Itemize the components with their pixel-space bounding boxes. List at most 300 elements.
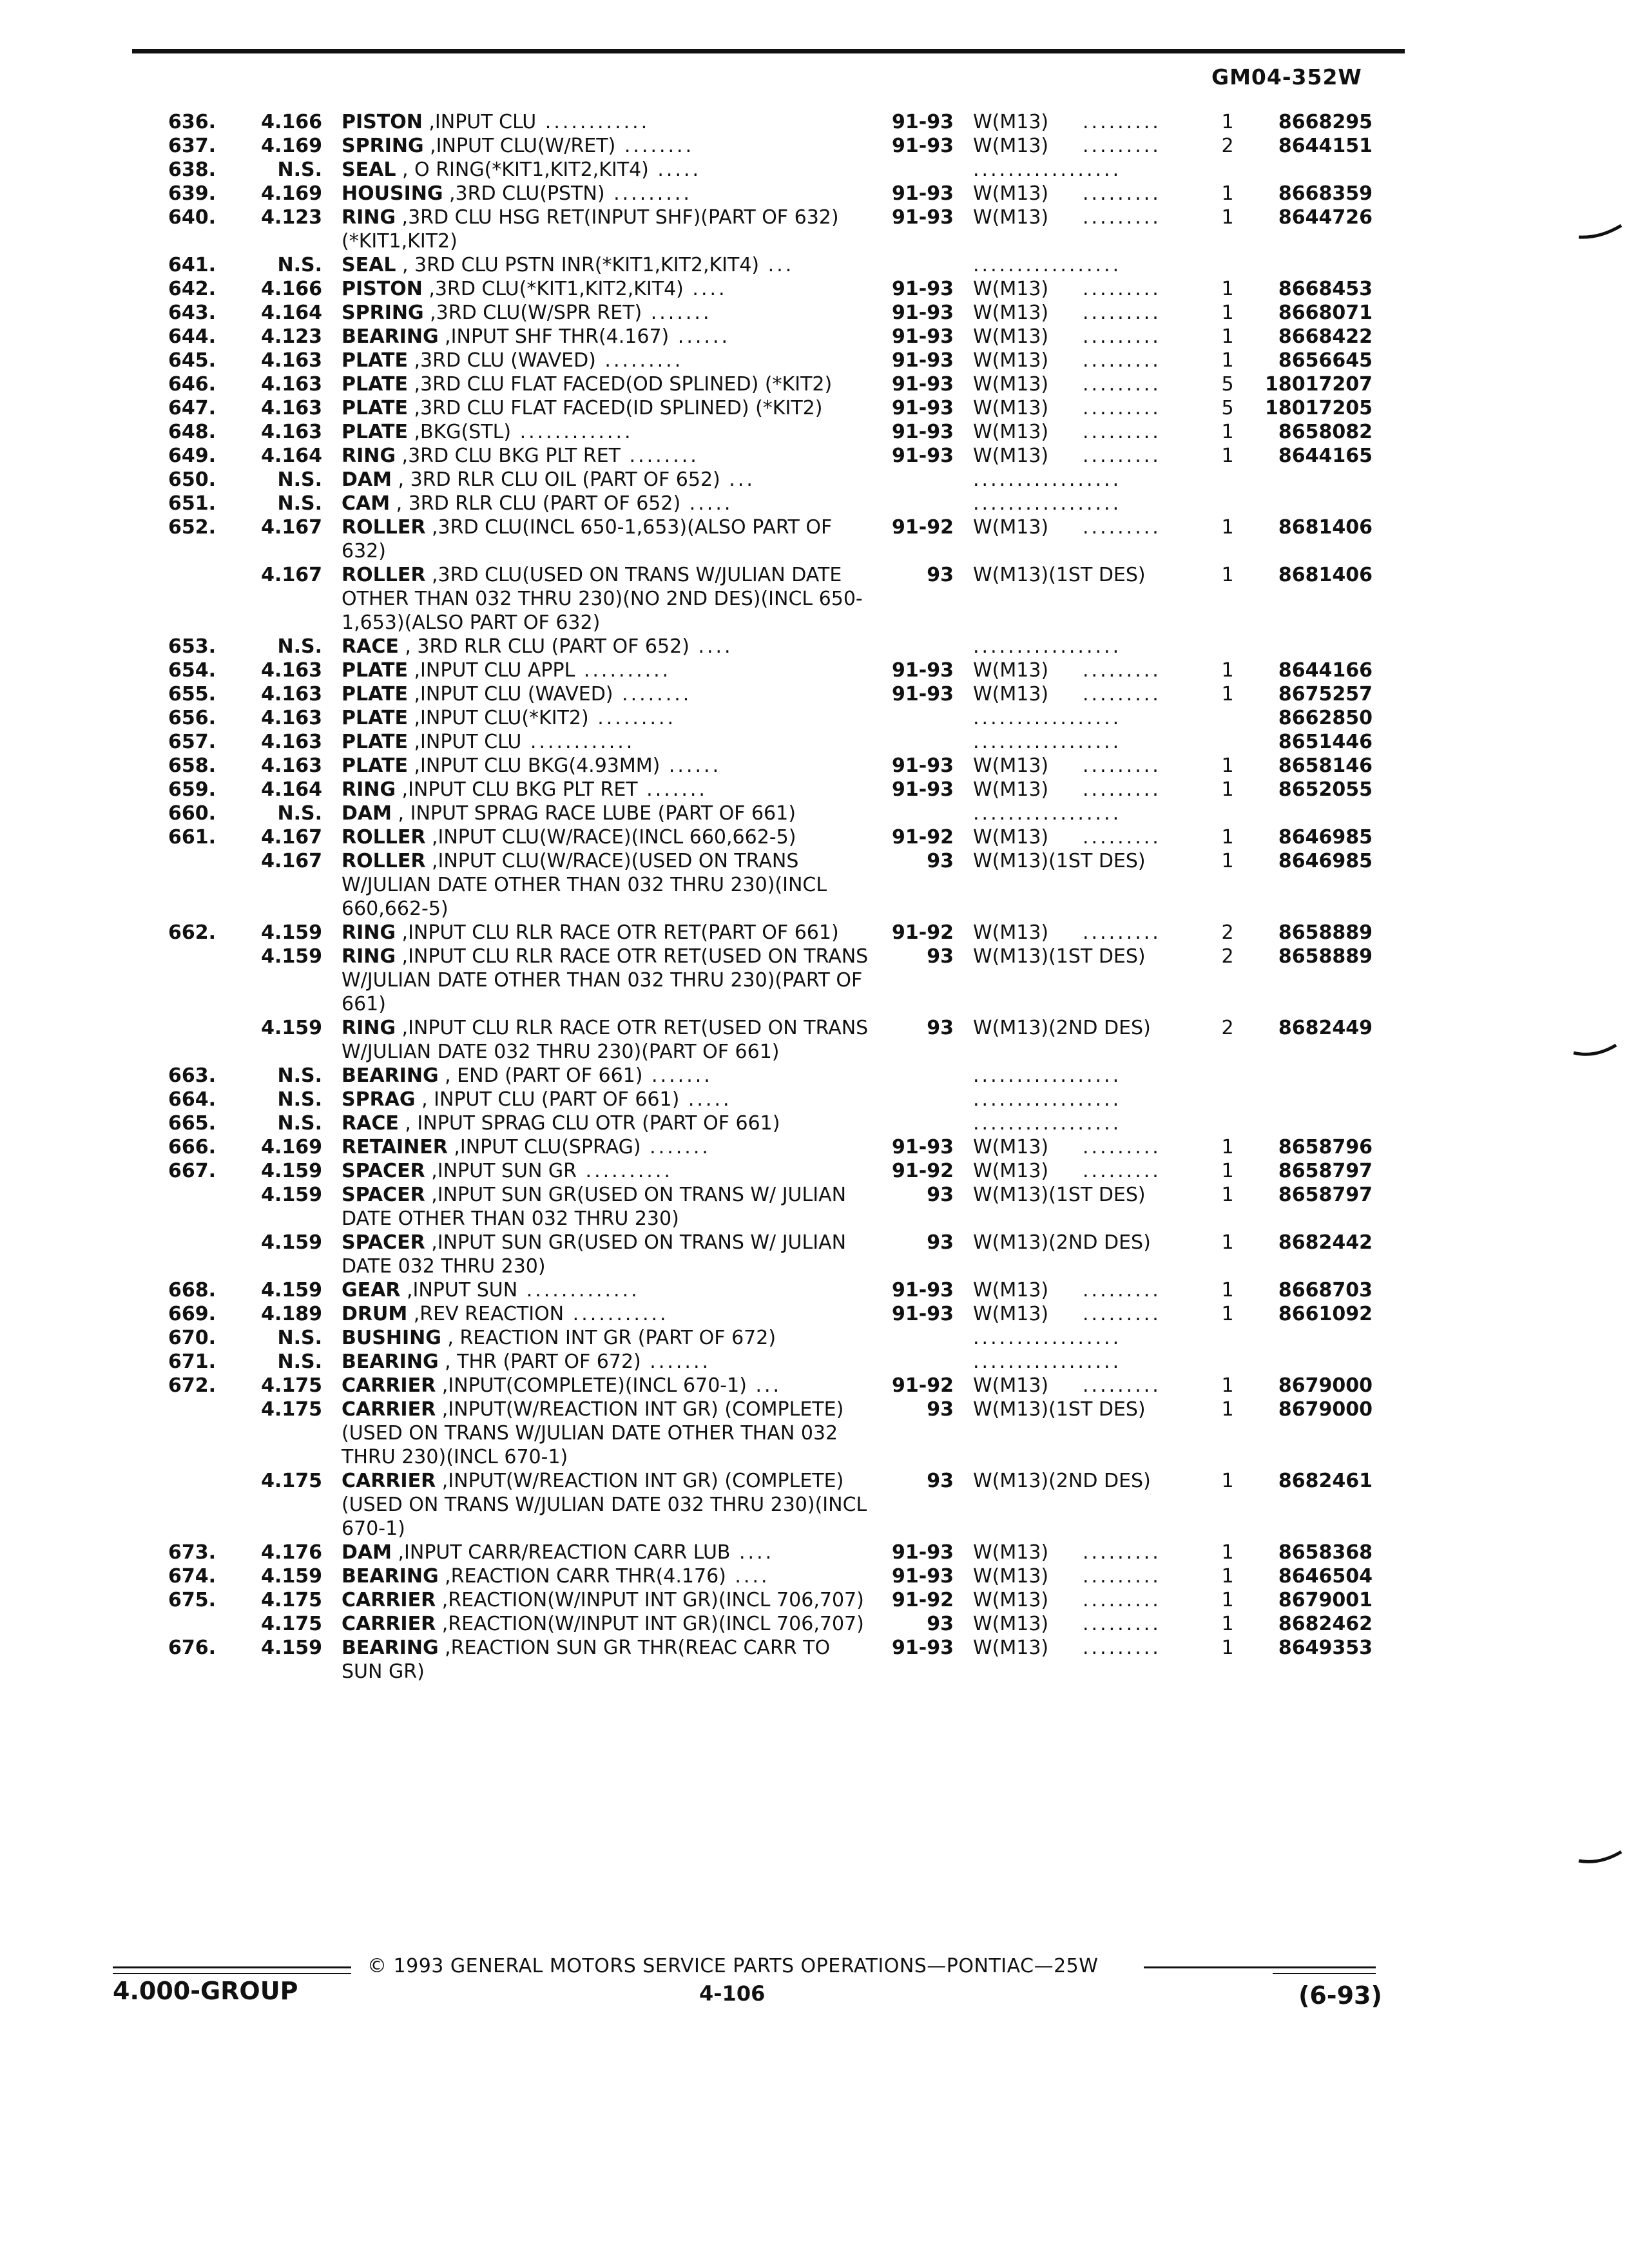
quantity: 1 — [1221, 206, 1234, 229]
illustration-number: 4.167 — [261, 826, 322, 849]
parts-row — [0, 1469, 1629, 1541]
part-description — [342, 1326, 870, 1350]
part-description — [342, 110, 870, 134]
part-detail: ,INPUT SHF THR(4.167) — [438, 325, 670, 348]
parts-row — [0, 206, 1629, 253]
dot-leader: ......... — [1083, 373, 1161, 396]
ref-number: 673. — [168, 1541, 216, 1564]
part-number: 18017205 — [1265, 397, 1373, 419]
part-detail: ,INPUT CLU BKG PLT RET — [396, 778, 638, 801]
quantity: 2 — [1221, 921, 1234, 944]
ref-number: 659. — [168, 778, 216, 801]
quantity: 1 — [1221, 1541, 1234, 1564]
model-years: 93 — [927, 945, 954, 968]
part-number: 8658796 — [1278, 1136, 1373, 1158]
illustration-number: 4.164 — [261, 302, 322, 324]
footer-rule — [113, 1973, 351, 1974]
model-years: 91-93 — [892, 1541, 954, 1564]
parts-row — [0, 182, 1629, 206]
part-description — [342, 1088, 870, 1111]
ref-number: 653. — [168, 635, 216, 658]
part-number: 8651446 — [1278, 731, 1373, 753]
quantity: 1 — [1221, 1589, 1234, 1611]
page-number: 4-106 — [699, 1981, 766, 2006]
model-years: 93 — [927, 1613, 954, 1635]
ref-number: 667. — [168, 1160, 216, 1182]
quantity: 1 — [1221, 1303, 1234, 1325]
illustration-number: 4.123 — [261, 206, 322, 229]
part-name: PLATE — [342, 397, 408, 419]
parts-row — [0, 1398, 1629, 1469]
part-detail: ,INPUT CLU — [407, 731, 522, 753]
parts-row — [0, 1564, 1629, 1588]
part-detail: ,INPUT CLU BKG(4.93MM) — [407, 754, 660, 777]
dot-leader: ................. — [973, 1112, 1122, 1135]
model-code: W(M13) — [973, 302, 1049, 324]
dot-leader: ................. — [973, 492, 1122, 515]
part-description — [342, 921, 870, 945]
dot-leader: ........ — [613, 683, 692, 706]
quantity: 1 — [1221, 516, 1234, 539]
ref-number: 647. — [168, 397, 216, 419]
part-detail: ,INPUT SUN GR — [425, 1160, 577, 1182]
part-name: GEAR — [342, 1279, 401, 1302]
parts-row — [0, 1231, 1629, 1278]
quantity: 1 — [1221, 1637, 1234, 1659]
parts-row — [0, 1183, 1629, 1231]
footer-rule — [1144, 1966, 1376, 1968]
dot-leader: ................. — [973, 468, 1122, 491]
part-description — [342, 658, 870, 682]
parts-row — [0, 420, 1629, 444]
part-description — [342, 1278, 870, 1302]
part-description — [342, 1302, 870, 1326]
part-name: RETAINER — [342, 1136, 448, 1158]
part-name: PLATE — [342, 421, 408, 443]
part-number: 8658368 — [1278, 1541, 1373, 1564]
ref-number: 636. — [168, 111, 216, 133]
model-code: W(M13) — [973, 516, 1049, 539]
group-label: 4.000-GROUP — [113, 1977, 298, 2005]
part-detail: ,REACTION SUN GR THR(REAC CARR TO SUN GR) — [342, 1637, 831, 1683]
part-number: 8644151 — [1278, 135, 1373, 157]
quantity: 1 — [1221, 445, 1234, 467]
ref-number: 672. — [168, 1374, 216, 1397]
dot-leader: ......... — [1083, 1565, 1161, 1588]
dot-leader: ................. — [973, 1088, 1122, 1111]
ref-number: 676. — [168, 1637, 216, 1659]
illustration-number: 4.159 — [261, 1160, 322, 1182]
parts-row — [0, 1326, 1629, 1350]
parts-row — [0, 134, 1629, 158]
illustration-number: 4.175 — [261, 1470, 322, 1492]
dot-leader: ....... — [642, 302, 712, 324]
part-name: CARRIER — [342, 1613, 436, 1635]
part-description — [342, 682, 870, 706]
parts-row — [0, 945, 1629, 1016]
part-number: 8668295 — [1278, 111, 1373, 133]
part-number: 8668422 — [1278, 325, 1373, 348]
parts-row — [0, 1278, 1629, 1302]
ref-number: 652. — [168, 516, 216, 539]
illustration-number: 4.159 — [261, 945, 322, 968]
quantity: 2 — [1221, 1017, 1234, 1039]
dot-leader: ......... — [1083, 1637, 1161, 1659]
part-detail: ,REACTION(W/INPUT INT GR)(INCL 706,707) — [436, 1589, 864, 1611]
part-description — [342, 492, 870, 515]
part-number: 8658889 — [1278, 945, 1373, 968]
ref-number: 644. — [168, 325, 216, 348]
model-years: 91-93 — [892, 778, 954, 801]
part-description — [342, 563, 870, 635]
part-name: ROLLER — [342, 826, 426, 849]
part-detail: , 3RD RLR CLU OIL (PART OF 652) — [391, 468, 720, 491]
model-code: W(M13) — [973, 135, 1049, 157]
ref-number: 660. — [168, 802, 216, 825]
part-description — [342, 301, 870, 325]
quantity: 1 — [1221, 278, 1234, 300]
part-number: 8662850 — [1278, 707, 1373, 729]
model-years: 91-93 — [892, 111, 954, 133]
dot-leader: ......... — [1083, 1136, 1161, 1158]
model-code: W(M13) — [973, 421, 1049, 443]
dot-leader: ................. — [973, 802, 1122, 825]
quantity: 5 — [1221, 373, 1234, 396]
part-description — [342, 1111, 870, 1135]
parts-row — [0, 515, 1629, 563]
dot-leader: ............ — [521, 731, 635, 753]
dot-leader: ......... — [1083, 516, 1161, 539]
copyright-notice: © 1993 GENERAL MOTORS SERVICE PARTS OPERATIONS—PONTIAC—25W — [367, 1955, 1099, 1977]
parts-row — [0, 563, 1629, 635]
part-detail: , THR (PART OF 672) — [438, 1350, 641, 1373]
dot-leader: ................. — [973, 635, 1122, 658]
part-number: 8652055 — [1278, 778, 1373, 801]
model-years: 93 — [927, 1184, 954, 1206]
quantity: 1 — [1221, 1613, 1234, 1635]
dot-leader: ......... — [1083, 1303, 1161, 1325]
model-years: 93 — [927, 1231, 954, 1254]
part-description — [342, 1588, 870, 1612]
part-number: 8682462 — [1278, 1613, 1373, 1635]
dot-leader: ................. — [973, 1327, 1122, 1349]
part-name: PLATE — [342, 707, 408, 729]
model-years: 91-93 — [892, 206, 954, 229]
part-name: ROLLER — [342, 564, 426, 586]
dot-leader: ......... — [1083, 445, 1161, 467]
part-name: PLATE — [342, 659, 408, 682]
dot-leader: ..... — [648, 159, 702, 181]
illustration-number: 4.159 — [261, 1279, 322, 1302]
model-years: 91-93 — [892, 754, 954, 777]
part-detail: ,INPUT CLU(W/RACE)(INCL 660,662-5) — [425, 826, 796, 849]
part-name: PLATE — [342, 731, 408, 753]
part-description — [342, 1350, 870, 1374]
parts-row — [0, 492, 1629, 515]
parts-row — [0, 253, 1629, 277]
part-number: 8679000 — [1278, 1398, 1373, 1421]
quantity: 1 — [1221, 778, 1234, 801]
dot-leader: ....... — [637, 778, 708, 801]
part-description — [342, 1374, 870, 1398]
part-name: CARRIER — [342, 1398, 436, 1421]
parts-row — [0, 277, 1629, 301]
model-years: 91-93 — [892, 1279, 954, 1302]
illustration-number: 4.163 — [261, 421, 322, 443]
part-detail: ,INPUT CLU(SPRAG) — [447, 1136, 641, 1158]
parts-row — [0, 802, 1629, 825]
model-years: 91-93 — [892, 445, 954, 467]
part-number: 8682449 — [1278, 1017, 1373, 1039]
model-code: W(M13)(2ND DES) — [973, 1231, 1151, 1254]
part-description — [342, 1064, 870, 1088]
quantity: 1 — [1221, 1136, 1234, 1158]
binding-mark — [1577, 1849, 1623, 1866]
illustration-number: 4.163 — [261, 659, 322, 682]
part-number: 8661092 — [1278, 1303, 1373, 1325]
illustration-number: 4.159 — [261, 1231, 322, 1254]
parts-row — [0, 730, 1629, 754]
quantity: 1 — [1221, 1398, 1234, 1421]
dot-leader: ......... — [1083, 1279, 1161, 1302]
ref-number: 639. — [168, 182, 216, 205]
dot-leader: .... — [726, 1565, 770, 1588]
part-description — [342, 349, 870, 372]
part-number: 8658889 — [1278, 921, 1373, 944]
part-detail: ,INPUT CLU(W/RACE)(USED ON TRANS W/JULIAN DATE OTHER THAN 032 THRU 230)(INCL 660,662-5) — [342, 850, 827, 920]
part-number: 8681406 — [1278, 564, 1373, 586]
illustration-number: 4.123 — [261, 325, 322, 348]
model-years: 91-92 — [892, 826, 954, 849]
part-number: 8682442 — [1278, 1231, 1373, 1254]
model-years: 91-92 — [892, 1160, 954, 1182]
part-name: ROLLER — [342, 516, 426, 539]
model-years: 91-93 — [892, 1637, 954, 1659]
model-code: W(M13)(1ST DES) — [973, 850, 1146, 872]
dot-leader: ......... — [1083, 325, 1161, 348]
ref-number: 663. — [168, 1064, 216, 1087]
dot-leader: .......... — [575, 659, 671, 682]
part-description — [342, 1159, 870, 1183]
illustration-number: N.S. — [277, 1350, 322, 1373]
part-name: SPRAG — [342, 1088, 416, 1111]
ref-number: 665. — [168, 1112, 216, 1135]
quantity: 1 — [1221, 1565, 1234, 1588]
dot-leader: ................. — [973, 1350, 1122, 1373]
part-number: 8658082 — [1278, 421, 1373, 443]
part-detail: ,INPUT CLU — [422, 111, 537, 133]
dot-leader: ......... — [1083, 1541, 1161, 1564]
part-description — [342, 1469, 870, 1541]
parts-row — [0, 1541, 1629, 1564]
ref-number: 641. — [168, 254, 216, 276]
ref-number: 649. — [168, 445, 216, 467]
illustration-number: 4.164 — [261, 778, 322, 801]
part-number: 8682461 — [1278, 1470, 1373, 1492]
part-description — [342, 706, 870, 730]
dot-leader: ......... — [1083, 135, 1161, 157]
dot-leader: ......... — [1083, 349, 1161, 372]
dot-leader: ............. — [517, 1279, 640, 1302]
ref-number: 650. — [168, 468, 216, 491]
model-code: W(M13) — [973, 778, 1049, 801]
model-years: 91-93 — [892, 325, 954, 348]
part-description — [342, 372, 870, 396]
quantity: 1 — [1221, 1231, 1234, 1254]
part-description — [342, 277, 870, 301]
part-detail: ,3RD CLU FLAT FACED(OD SPLINED) (*KIT2) — [407, 373, 833, 396]
part-name: RING — [342, 1017, 396, 1039]
ref-number: 654. — [168, 659, 216, 682]
dot-leader: ............. — [511, 421, 633, 443]
model-code: W(M13) — [973, 921, 1049, 944]
part-number: 8646985 — [1278, 826, 1373, 849]
part-description — [342, 825, 870, 849]
model-code: W(M13)(1ST DES) — [973, 1184, 1146, 1206]
part-description — [342, 468, 870, 492]
parts-row — [0, 682, 1629, 706]
model-years: 91-93 — [892, 1565, 954, 1588]
part-detail: ,INPUT CLU RLR RACE OTR RET(USED ON TRANS W/JULIAN DATE OTHER THAN 032 THRU 230)(PART OF 661) — [342, 945, 869, 1015]
model-years: 91-93 — [892, 278, 954, 300]
quantity: 1 — [1221, 1470, 1234, 1492]
model-code: W(M13) — [973, 754, 1049, 777]
part-number: 8649353 — [1278, 1637, 1373, 1659]
dot-leader: ............ — [536, 111, 650, 133]
dot-leader: ......... — [1083, 111, 1161, 133]
part-name: CARRIER — [342, 1470, 436, 1492]
part-detail: ,3RD CLU(INCL 650-1,653)(ALSO PART OF 632) — [342, 516, 833, 562]
illustration-number: 4.169 — [261, 135, 322, 157]
parts-row — [0, 706, 1629, 730]
ref-number: 674. — [168, 1565, 216, 1588]
parts-row — [0, 1612, 1629, 1636]
part-number: 8681406 — [1278, 516, 1373, 539]
part-detail: ,3RD CLU(*KIT1,KIT2,KIT4) — [422, 278, 684, 300]
part-description — [342, 1636, 870, 1684]
part-description — [342, 802, 870, 825]
model-years: 93 — [927, 1470, 954, 1492]
model-code: W(M13) — [973, 278, 1049, 300]
part-number: 8668359 — [1278, 182, 1373, 205]
ref-number: 671. — [168, 1350, 216, 1373]
document-code: GM04-352W — [1211, 64, 1362, 90]
part-name: RING — [342, 778, 396, 801]
model-years: 91-93 — [892, 182, 954, 205]
quantity: 1 — [1221, 850, 1234, 872]
ref-number: 637. — [168, 135, 216, 157]
model-years: 91-93 — [892, 397, 954, 419]
model-code: W(M13) — [973, 1136, 1049, 1158]
parts-row — [0, 658, 1629, 682]
illustration-number: 4.159 — [261, 921, 322, 944]
quantity: 1 — [1221, 1160, 1234, 1182]
illustration-number: 4.163 — [261, 707, 322, 729]
parts-row — [0, 1588, 1629, 1612]
part-number: 8668071 — [1278, 302, 1373, 324]
dot-leader: ........... — [564, 1303, 669, 1325]
dot-leader: ......... — [1083, 1374, 1161, 1397]
part-description — [342, 1231, 870, 1278]
part-number: 8668703 — [1278, 1279, 1373, 1302]
part-number: 8644166 — [1278, 659, 1373, 682]
part-detail: , 3RD CLU PSTN INR(*KIT1,KIT2,KIT4) — [396, 254, 760, 276]
quantity: 1 — [1221, 325, 1234, 348]
dot-leader: ......... — [604, 182, 692, 205]
part-detail: ,REV REACTION — [407, 1303, 564, 1325]
part-description — [342, 778, 870, 802]
part-number: 8668453 — [1278, 278, 1373, 300]
part-name: BEARING — [342, 1565, 439, 1588]
dot-leader: .... — [730, 1541, 775, 1564]
ref-number: 666. — [168, 1136, 216, 1158]
part-detail: , 3RD RLR CLU (PART OF 652) — [390, 492, 681, 515]
ref-number: 661. — [168, 826, 216, 849]
quantity: 5 — [1221, 397, 1234, 419]
model-code: W(M13) — [973, 206, 1049, 229]
model-code: W(M13) — [973, 1303, 1049, 1325]
ref-number: 638. — [168, 159, 216, 181]
illustration-number: N.S. — [277, 254, 322, 276]
dot-leader: ......... — [1083, 1160, 1161, 1182]
quantity: 1 — [1221, 1374, 1234, 1397]
part-detail: ,INPUT SUN GR(USED ON TRANS W/ JULIAN DATE OTHER THAN 032 THRU 230) — [342, 1184, 847, 1230]
model-years: 91-92 — [892, 1589, 954, 1611]
part-detail: ,INPUT(W/REACTION INT GR) (COMPLETE)(USED ON TRANS W/JULIAN DATE OTHER THAN 032 THRU 230)(INCL 670-1) — [342, 1398, 844, 1468]
model-code: W(M13) — [973, 1565, 1049, 1588]
part-name: PISTON — [342, 278, 423, 300]
part-name: BEARING — [342, 1637, 439, 1659]
model-code: W(M13)(1ST DES) — [973, 1398, 1146, 1421]
part-detail: ,3RD CLU FLAT FACED(ID SPLINED) (*KIT2) — [407, 397, 823, 419]
model-code: W(M13) — [973, 1637, 1049, 1659]
model-code: W(M13) — [973, 373, 1049, 396]
part-name: PLATE — [342, 754, 408, 777]
ref-number: 640. — [168, 206, 216, 229]
dot-leader: ................. — [973, 707, 1122, 729]
model-code: W(M13)(2ND DES) — [973, 1017, 1151, 1039]
dot-leader: ......... — [595, 349, 684, 372]
binding-mark — [1577, 224, 1623, 241]
part-detail: , O RING(*KIT1,KIT2,KIT4) — [396, 159, 649, 181]
part-detail: , INPUT SPRAG RACE LUBE (PART OF 661) — [391, 802, 796, 825]
part-description — [342, 515, 870, 563]
ref-number: 668. — [168, 1279, 216, 1302]
illustration-number: 4.163 — [261, 349, 322, 372]
parts-row — [0, 372, 1629, 396]
model-code: W(M13)(1ST DES) — [973, 564, 1146, 586]
illustration-number: 4.163 — [261, 683, 322, 706]
part-detail: ,INPUT CLU RLR RACE OTR RET(PART OF 661) — [396, 921, 839, 944]
model-code: W(M13) — [973, 1541, 1049, 1564]
part-name: RING — [342, 445, 396, 467]
quantity: 1 — [1221, 1184, 1234, 1206]
part-description — [342, 1183, 870, 1231]
part-description — [342, 754, 870, 778]
part-name: SEAL — [342, 254, 396, 276]
dot-leader: ................. — [973, 731, 1122, 753]
model-years: 93 — [927, 564, 954, 586]
illustration-number: N.S. — [277, 635, 322, 658]
ref-number: 662. — [168, 921, 216, 944]
dot-leader: ......... — [1083, 754, 1161, 777]
part-description — [342, 945, 870, 1016]
part-name: CARRIER — [342, 1374, 436, 1397]
ref-number: 656. — [168, 707, 216, 729]
illustration-number: 4.159 — [261, 1637, 322, 1659]
illustration-number: 4.167 — [261, 516, 322, 539]
part-detail: ,3RD CLU (WAVED) — [407, 349, 596, 372]
